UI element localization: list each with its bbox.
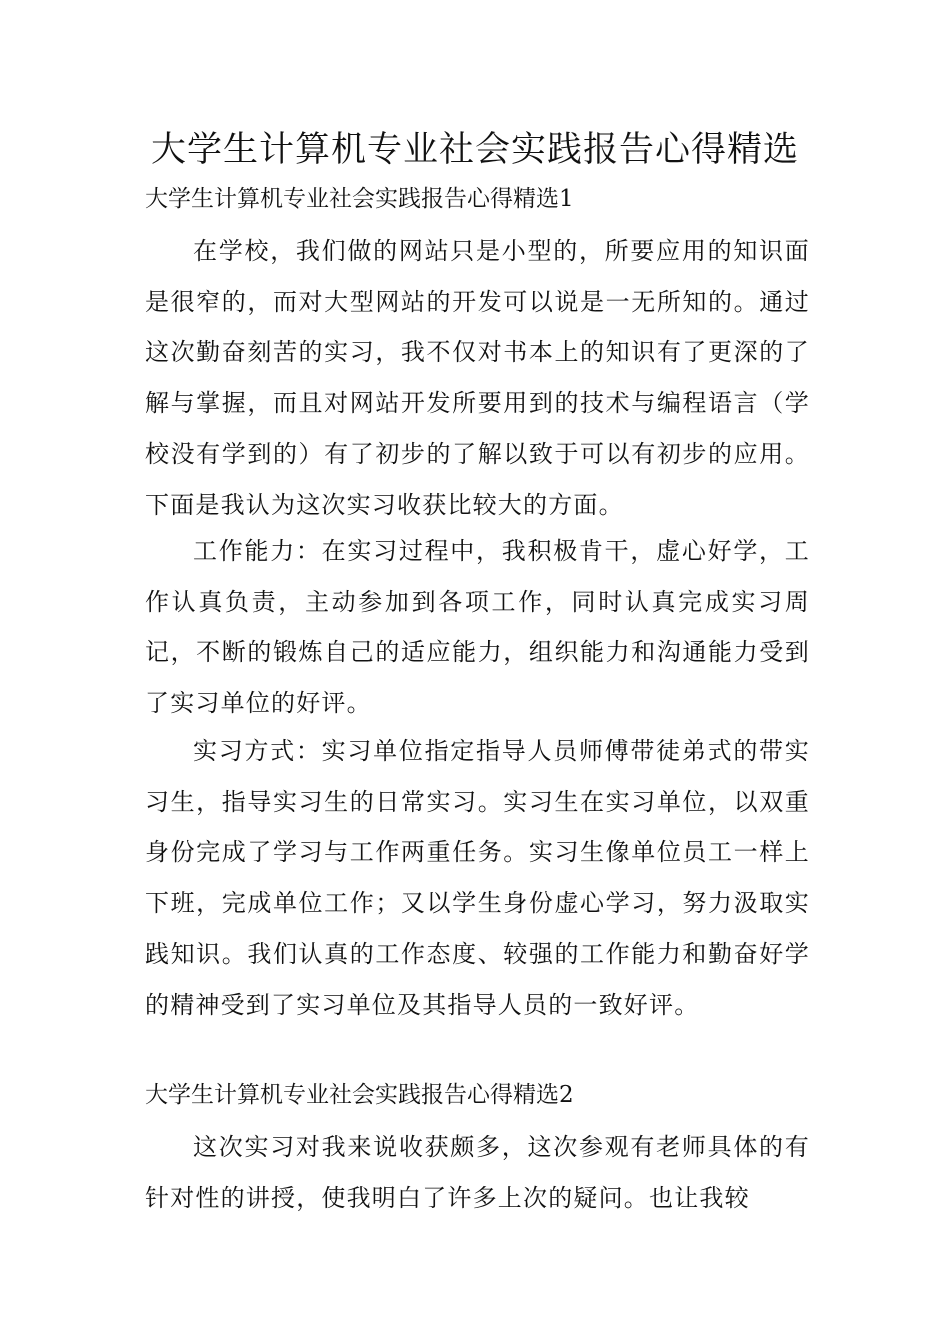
section-1-paragraph-2: 工作能力：在实习过程中，我积极肯干，虚心好学，工作认真负责，主动参加到各项工作，同时认真完成实习周记，不断的锻炼自己的适应能力，组织能力和沟通能力受到了实习单位的好评。 xyxy=(145,537,810,718)
document-title: 大学生计算机专业社会实践报告心得精选 xyxy=(150,130,799,170)
section-heading-1: 大学生计算机专业社会实践报告心得精选1 xyxy=(145,186,574,212)
section-heading-2: 大学生计算机专业社会实践报告心得精选2 xyxy=(145,1082,574,1108)
section-1-paragraph-3: 实习方式：实习单位指定指导人员师傅带徒弟式的带实习生，指导实习生的日常实习。实习生在实习单位，以双重身份完成了学习与工作两重任务。实习生像单位员工一样上下班，完成单位工作；又以学生身份虚心学习，努力汲取实践知识。我们认真的工作态度、较强的工作能力和勤奋好学的精神受到了实习单位及其指导人员的一致好评。 xyxy=(145,737,810,1019)
section-1-paragraph-1: 在学校，我们做的网站只是小型的，所要应用的知识面是很窄的，而对大型网站的开发可以说是一无所知的。通过这次勤奋刻苦的实习，我不仅对书本上的知识有了更深的了解与掌握，而且对网站开发所要用到的技术与编程语言（学校没有学到的）有了初步的了解以致于可以有初步的应用。下面是我认为这次实习收获比较大的方面。 xyxy=(145,237,810,519)
section-2-paragraph-1: 这次实习对我来说收获颇多，这次参观有老师具体的有针对性的讲授，使我明白了许多上次的疑问。也让我较 xyxy=(145,1133,810,1212)
